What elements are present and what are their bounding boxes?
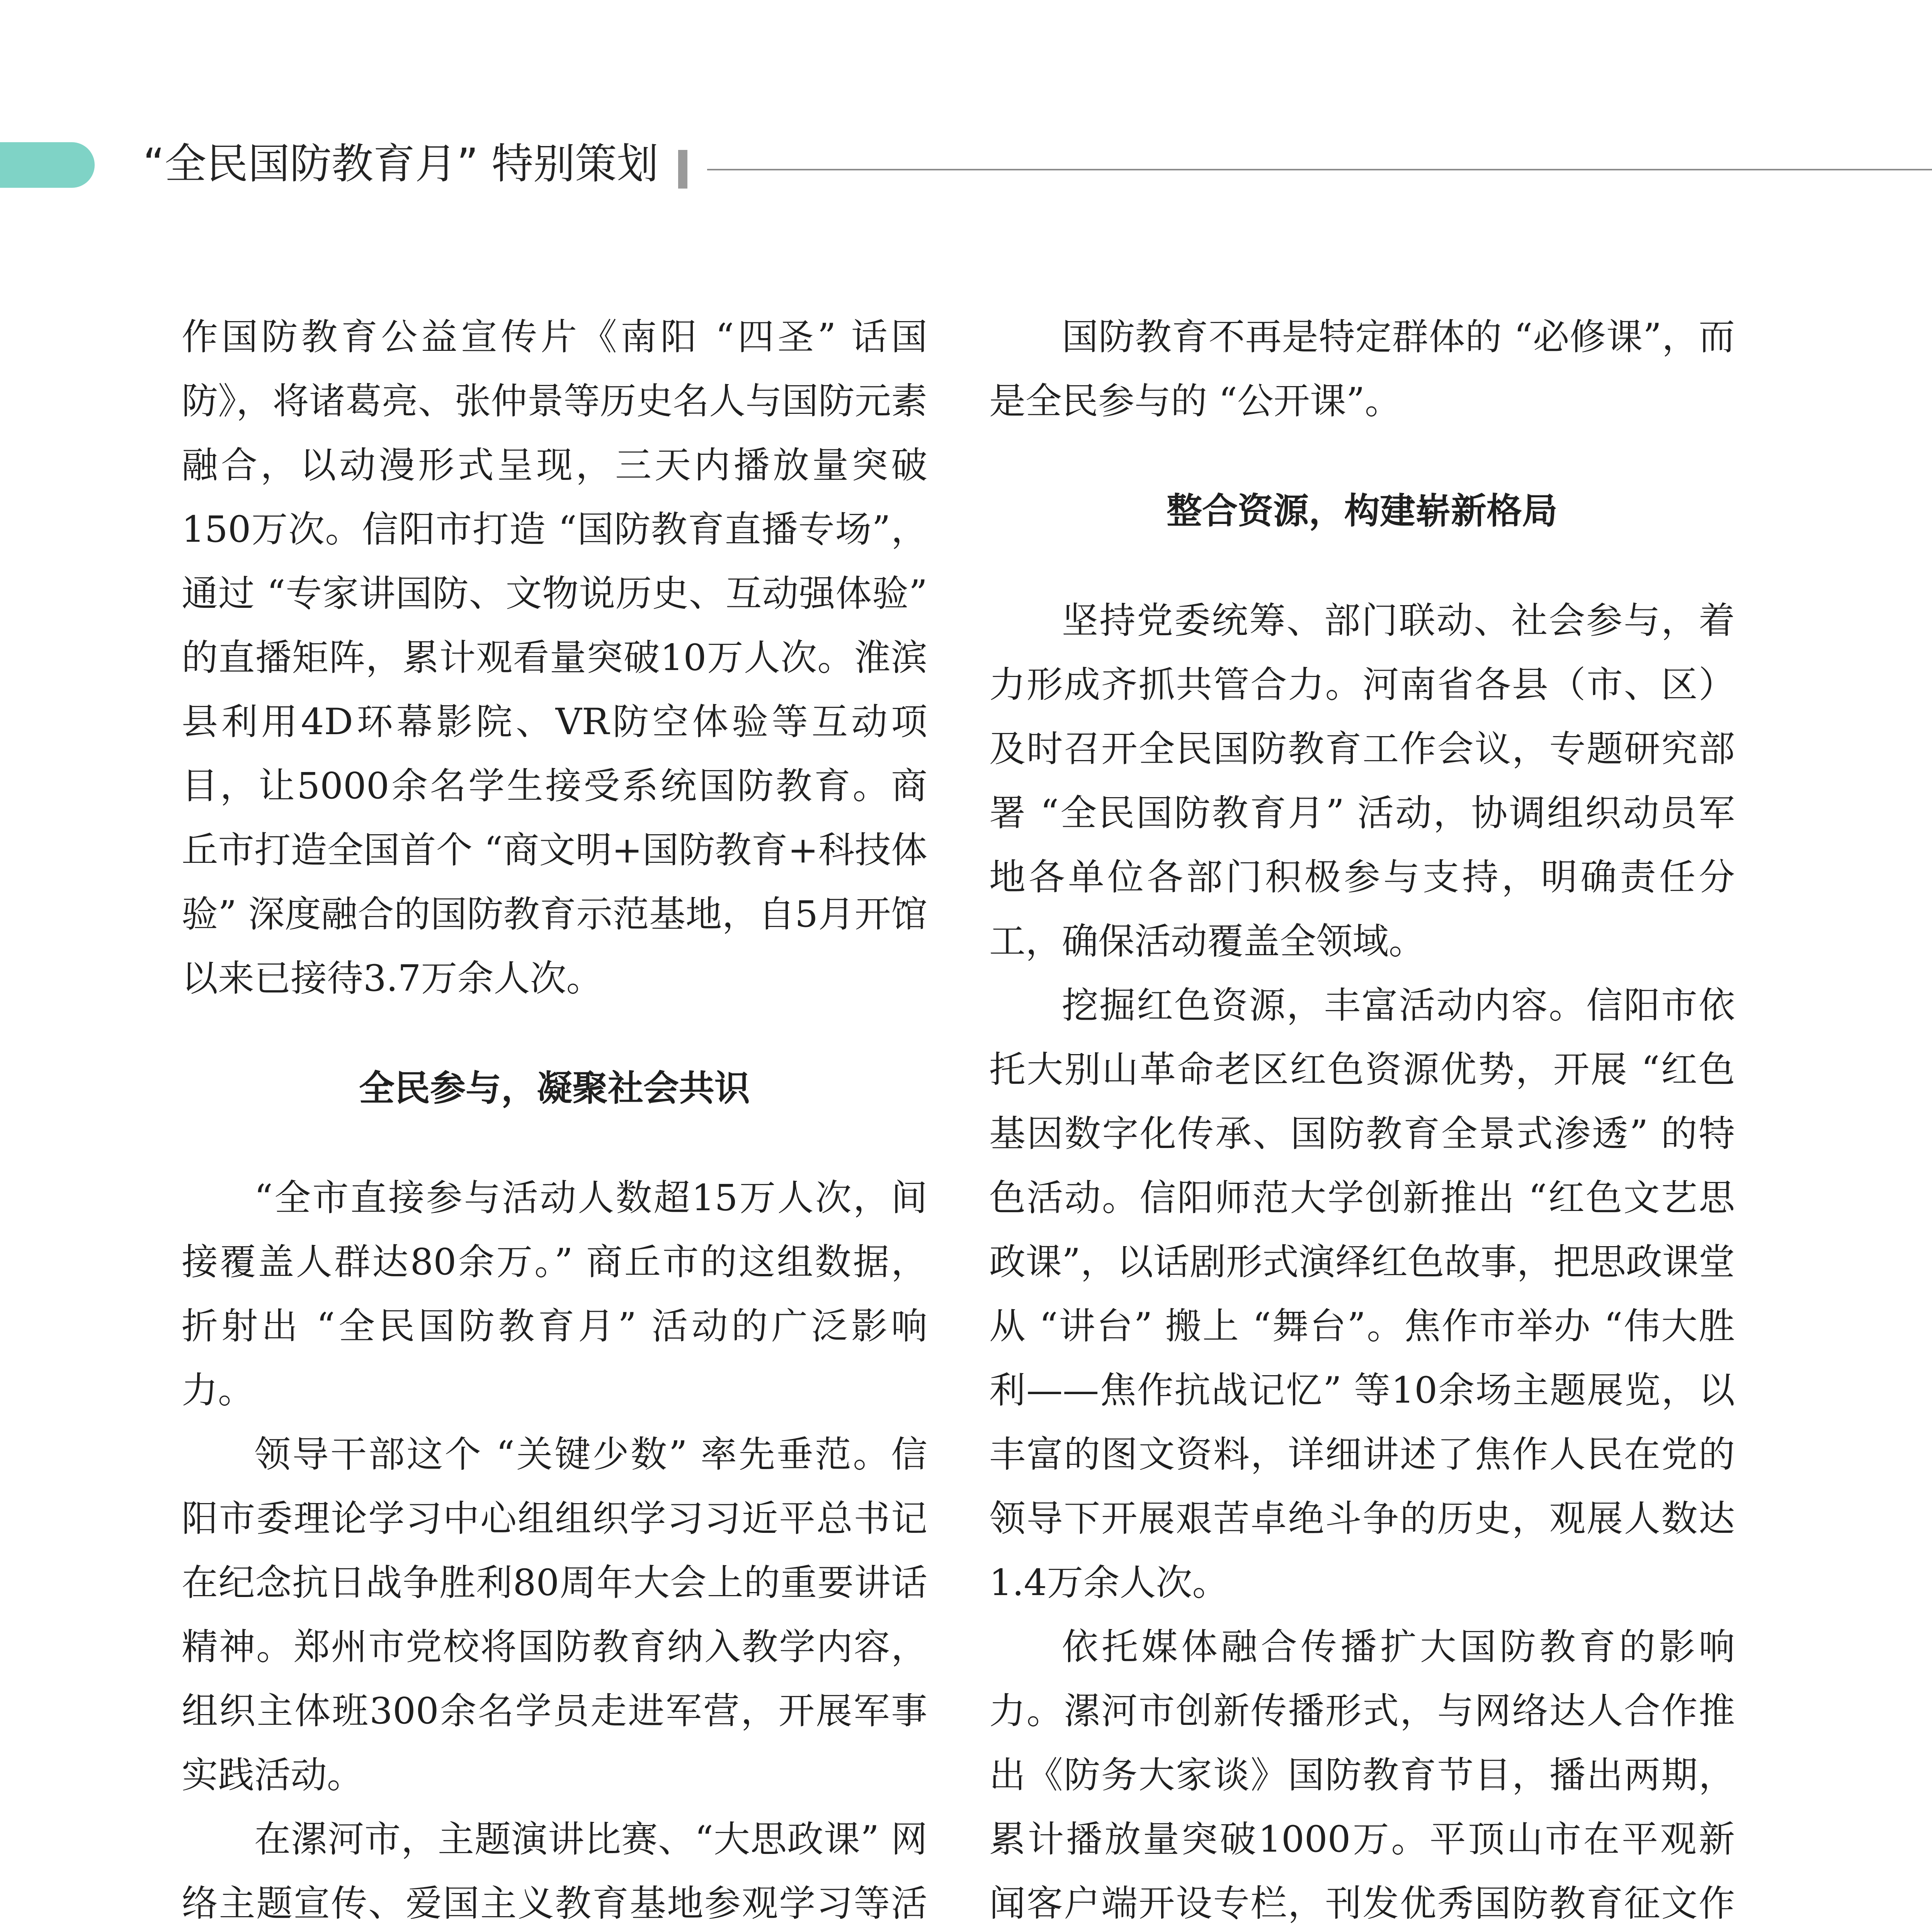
- paragraph-text: 依托媒体融合传播扩大国防教育的影响力。漯河市创新传播形式，与网络达人合作推出《防务大家谈》国防教育节目，播出两期，累计播放量突破1000万。平顶山市在平观新闻客户端开设专栏，刊发优秀国防教育征文作: [989, 1626, 1735, 1925]
- section-heading: [989, 479, 1735, 543]
- header-divider-bar: [678, 150, 687, 189]
- body-paragraph: [182, 1808, 927, 1932]
- header-rule-line: [707, 169, 1932, 170]
- body-paragraph: [989, 1615, 1735, 1932]
- paragraph-text: 作国防教育公益宣传片《南阳 “四圣” 话国防》，将诸葛亮、张仲景等历史名人与国防元素融合，以动漫形式呈现，三天内播放量突破150万次。信阳市打造 “国防教育直播专场”，通过 “专家讲国防、文物说历史、互动强体验” 的直播矩阵，累计观看量突破10万人次。淮滨县利用4D环幕影院、VR防空体验等互动项目，让5000余名学生接受系统国防教育。商丘市打造全国首个 “商文明+国防教育+科技体验” 深度融合的国防教育示范基地，自5月开馆以来已接待3.7万余人次。: [182, 316, 927, 1000]
- body-paragraph: [989, 589, 1735, 974]
- body-paragraph: [182, 1423, 927, 1808]
- body-paragraph: [989, 305, 1735, 434]
- paragraph-text: “全市直接参与活动人数超15万人次，间接覆盖人群达80余万。” 商丘市的这组数据，折射出 “全民国防教育月” 活动的广泛影响力。: [182, 1177, 927, 1412]
- body-paragraph: [182, 305, 927, 1011]
- left-column: [182, 305, 927, 1932]
- paragraph-text: 领导干部这个 “关键少数” 率先垂范。信阳市委理论学习中心组组织学习习近平总书记在纪念抗日战争胜利80周年大会上的重要讲话精神。郑州市党校将国防教育纳入教学内容，组织主体班300余名学员走进军营，开展军事实践活动。: [182, 1434, 927, 1796]
- header-accent-tab: [0, 142, 95, 188]
- paragraph-text: 挖掘红色资源，丰富活动内容。信阳市依托大别山革命老区红色资源优势，开展 “红色基因数字化传承、国防教育全景式渗透” 的特色活动。信阳师范大学创新推出 “红色文艺思政课”，以话剧形式演绎红色故事，把思政课堂从 “讲台” 搬上 “舞台”。焦作市举办 “伟大胜利——焦作抗战记忆” 等10余场主题展览，以丰富的图文资料，详细讲述了焦作人民在党的领导下开展艰苦卓绝斗争的历史，观展人数达1.4万余人次。: [989, 985, 1735, 1604]
- paragraph-text: 在漯河市，主题演讲比赛、“大思政课” 网络主题宣传、爱国主义教育基地参观学习等活: [182, 1818, 927, 1925]
- paragraph-text: 坚持党委统筹、部门联动、社会参与，着力形成齐抓共管合力。河南省各县（市、区）及时召开全民国防教育工作会议，专题研究部署 “全民国防教育月” 活动，协调组织动员军地各单位各部门积极参与支持，明确责任分工，确保活动覆盖全领域。: [989, 600, 1735, 963]
- section-heading-text: 整合资源，构建崭新格局: [1166, 490, 1558, 532]
- paragraph-text: 国防教育不再是特定群体的 “必修课”，而是全民参与的 “公开课”。: [989, 316, 1735, 422]
- page-section-title: “全民国防教育月” 特别策划: [143, 140, 659, 188]
- section-heading-text: 全民参与，凝聚社会共识: [359, 1068, 750, 1109]
- right-column: [989, 305, 1735, 1932]
- body-paragraph: [989, 974, 1735, 1615]
- section-heading: [182, 1056, 927, 1121]
- body-paragraph: [182, 1166, 927, 1423]
